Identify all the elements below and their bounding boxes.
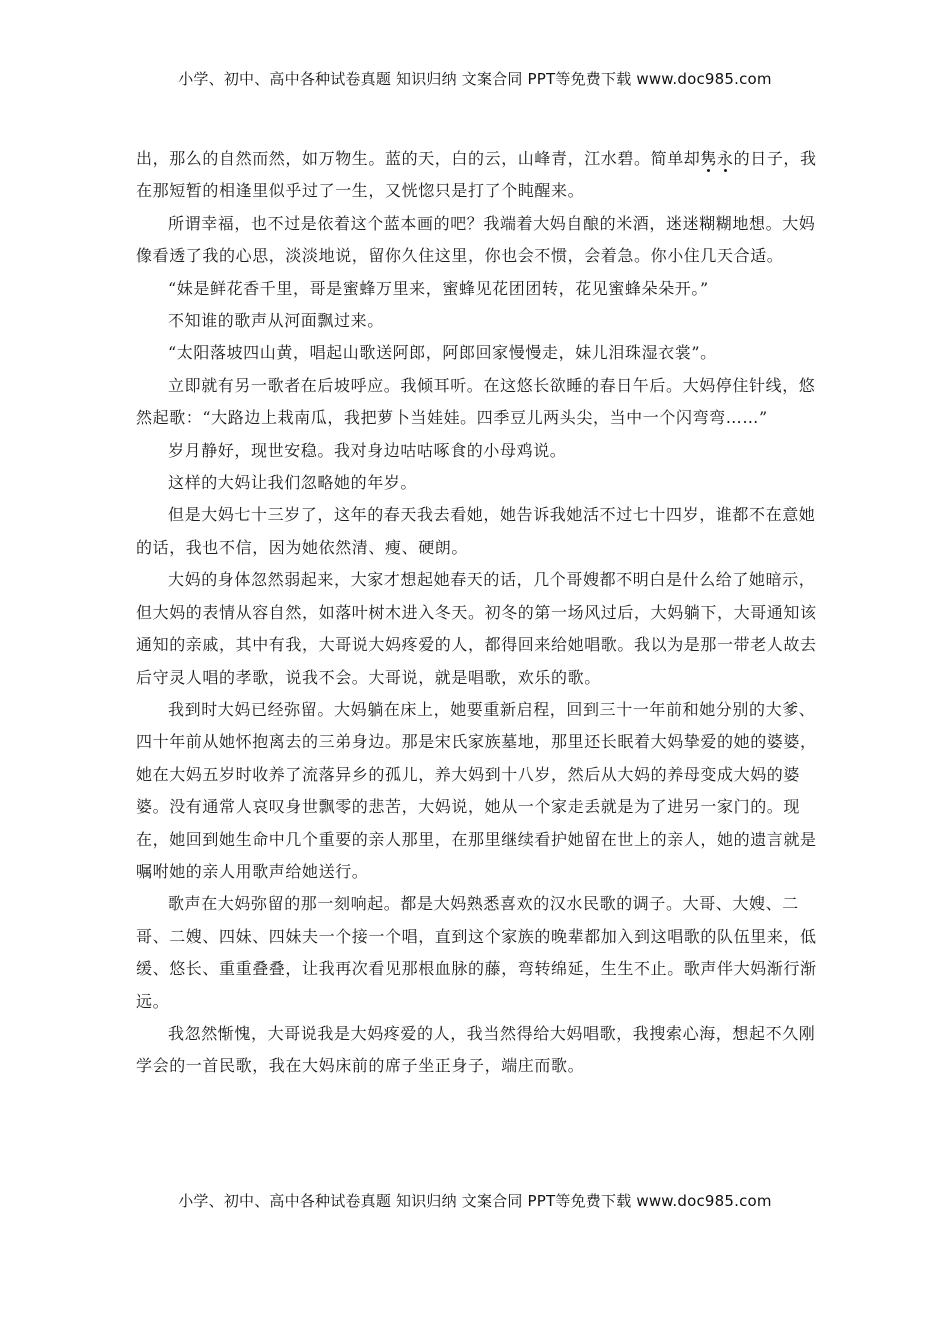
paragraph-song: “妹是鲜花香千里，哥是蜜蜂万里来，蜜蜂见花团团转，花见蜜蜂朵朵开。” [168, 278, 709, 298]
emphasis-dot-char: 隽 [700, 149, 718, 168]
paragraph: 所谓幸福，也不过是依着这个蓝本画的吧？我端着大妈自酿的米酒，迷迷糊糊地想。大妈像看透了我的心思，淡淡地说，留你久住这里，你也会不惯，会着急。你小住几天合适。 [136, 213, 816, 266]
paragraph: 不知谁的歌声从河面飘过来。 [168, 311, 384, 331]
paragraph: 我到时大妈已经弥留。大妈躺在床上，她要重新启程，回到三十一年前和她分别的大爹、四十年前从她怀抱离去的三弟身边。那是宋氏家族墓地，那里还长眠着大妈挚爱的她的婆婆，她在大妈五岁时收养了流落异乡的孤儿，养大妈到十八岁，然后从大妈的养母变成大妈的婆婆。没有通常人哀叹身世飘零的悲苦，大妈说，她从一个家走丢就是为了进另一家门的。现在，她回到她生命中几个重要的亲人那里，在那里继续看护她留在世上的亲人，她的遗言就是嘱咐她的亲人用歌声给她送行。 [136, 699, 817, 881]
paragraph: 这样的大妈让我们忽略她的年岁。 [168, 473, 418, 493]
paragraph: 但是大妈七十三岁了，这年的春天我去看她，她告诉我她活不过七十四岁，谁都不在意她的话，我也不信，因为她依然清、瘦、硬朗。 [136, 505, 816, 557]
paragraph-text: 出，那么的自然而然，如万物生。蓝的天，白的云，山峰青，江水碧。简单却 [136, 149, 701, 168]
paragraph: 岁月静好，现世安稳。我对身边咕咕啄食的小母鸡说。 [168, 440, 567, 460]
paragraph: 立即就有另一歌者在后坡呼应。我倾耳听。在这悠长欲睡的春日午后。大妈停住针线，悠然起歌：“大路边上栽南瓜，我把萝卜当娃娃。四季豆儿两头尖，当中一个闪弯弯……” [136, 375, 816, 428]
paragraph: 大妈的身体忽然弱起来，大家才想起她春天的话，几个哥嫂都不明白是什么给了她暗示，但大妈的表情从容自然，如落叶树木进入冬天。初冬的第一场风过后，大妈躺下，大哥通知该通知的亲戚，其中有我，大哥说大妈疼爱的人，都得回来给她唱歌。我以为是那一带老人故去后守灵人唱的孝歌，说我不会。大哥说，就是唱歌，欢乐的歌。 [136, 570, 817, 687]
paragraph-song: “太阳落坡四山黄，唱起山歌送阿郎，阿郎回家慢慢走，妹儿泪珠湿衣裳”。 [168, 343, 717, 363]
page-footer: 小学、初中、高中各种试卷真题 知识归纳 文案合同 PPT等免费下载 www.doc985.com [178, 1192, 772, 1210]
paragraph-text: 的日子，我在那短暂的相逢里似乎过了一生，又恍惚只是打了个盹醒来。 [136, 149, 817, 201]
page-header: 小学、初中、高中各种试卷真题 知识归纳 文案合同 PPT等免费下载 www.doc985.com [178, 70, 772, 88]
paragraph-continued [136, 143, 820, 208]
article-body [136, 143, 820, 1083]
emphasis-dot-char: 永 [717, 149, 734, 168]
paragraph: 歌声在大妈弥留的那一刻响起。都是大妈熟悉喜欢的汉水民歌的调子。大哥、大嫂、二哥、二嫂、四妹、四妹夫一个接一个唱，直到这个家族的晚辈都加入到这唱歌的队伍里来，低缓、悠长、重重叠叠，让我再次看见那根血脉的藤，弯转绵延，生生不止。歌声伴大妈渐行渐远。 [136, 894, 817, 1011]
paragraph: 我忽然惭愧，大哥说我是大妈疼爱的人，我当然得给大妈唱歌，我搜索心海，想起不久刚学会的一首民歌，我在大妈床前的席子坐正身子，端庄而歌。 [136, 1023, 816, 1076]
